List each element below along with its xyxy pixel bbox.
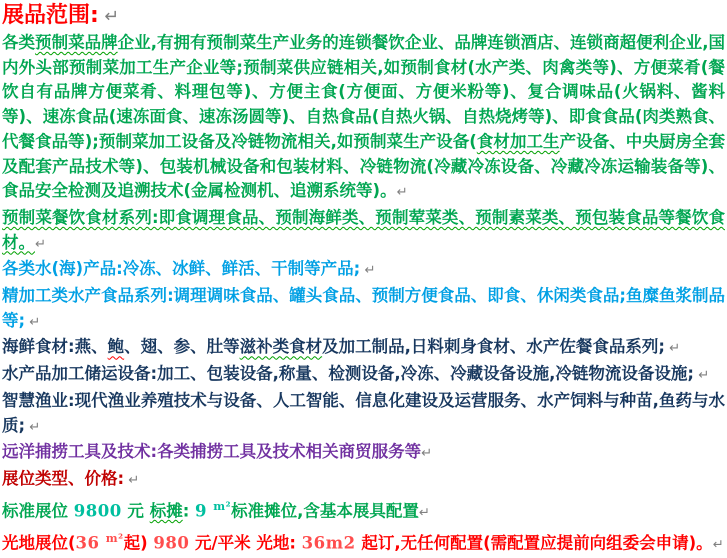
heading-booth-type-price (2, 467, 725, 494)
paragraph-mark: ↵ (35, 236, 47, 252)
text-segment: 起订,无任何配置(需配置应提前向组委会申请)。 (355, 533, 713, 553)
paragraph-standard-booth-price (2, 494, 725, 526)
text-segment: 展位类型、价格: (2, 468, 125, 488)
text-segment: 光地展位( (2, 533, 76, 553)
paragraph-smart-fishery (2, 389, 725, 440)
paragraph-mark: ↵ (360, 263, 376, 279)
paragraph-processing-storage-equipment (2, 362, 725, 389)
paragraph-mark: ↵ (664, 341, 681, 357)
paragraph-mark: ↵ (124, 472, 140, 488)
text-segment: 9 (195, 501, 214, 521)
paragraph-mark: ↵ (694, 368, 710, 384)
text-segment: 9800 (73, 501, 122, 521)
paragraph-catering-ingredients (2, 206, 725, 257)
paragraph-aquatic-products (2, 257, 725, 284)
paragraph-mark: ↵ (25, 419, 41, 435)
text-segment: 产设备、中央厨房全套及配套产品技术等)、包装机械设备和包装材料、冷链物流(冷藏冷冻设备、冷藏冷冻运输装备等)、食品安全检测及追溯技术(金属检测机、追溯系统等)。 (2, 131, 726, 201)
text-segment: 鲍 (107, 337, 125, 357)
text-segment: 元 (121, 501, 150, 521)
text-segment: 元/平米 光地: (189, 533, 302, 553)
text-segment: 标摊 (149, 501, 183, 521)
text-segment: 各类水(海)产品:冷冻、冰鲜、鲜活、干制等产品; (2, 259, 361, 279)
text-segment: 及加工制品,日料刺身食材、水产佐餐食品系列; (322, 337, 665, 357)
paragraph-mark: ↵ (421, 446, 433, 462)
text-segment: 企业,有拥有预制菜生产业务的连锁餐饮企业、品牌连锁酒店、连锁商超便利企业,国内外头部预制菜加工生产企业等;预制菜供应链相关,如预制食材(水产类、肉禽类等)、方便菜肴(餐饮自有品牌方便菜肴、料理包等)、方便主食(方便面、方便米粉等)、复合调味品(火锅料、酱料等)、速冻食品(速冻面食、速冻汤圆等)、自热食品(自热火锅、自热烧烤等)、即食食品(肉类熟食、代餐食品等);预制菜加工设备及冷链物流相关,如预制菜生产设备( (2, 33, 725, 151)
paragraph-processed-aquatic-food (2, 284, 725, 335)
text-segment: 36 (75, 533, 106, 553)
paragraph-mark: ↵ (98, 7, 120, 27)
paragraph-fishing-tools (2, 440, 725, 467)
text-segment: 标准摊位,含基本展具配置 (231, 501, 419, 521)
paragraph-prepared-food-scope (2, 31, 725, 206)
paragraph-mark: ↵ (396, 185, 408, 201)
text-segment: : (182, 501, 196, 521)
paragraph-mark: ↵ (25, 314, 41, 330)
text-segment: 智慧渔业:现代渔业养殖技术与设备、人工智能、信息化建设及运营服务、水产饲料与种苗,鱼药与水质; (2, 390, 725, 435)
heading-exhibit-scope (2, 2, 725, 31)
text-segment: 预制菜餐饮食材系列:即食调理食品、预制海鲜类、预制荤菜类、预制素菜类、预包装食品等餐饮食材。 (2, 207, 725, 252)
text-segment: 预制菜品牌 (35, 33, 118, 52)
text-segment: 各类 (2, 33, 36, 52)
text-segment: 980 (153, 533, 190, 553)
paragraph-mark: ↵ (712, 537, 724, 553)
text-segment: 、翅、参、肚等 (124, 337, 240, 357)
text-segment: 海鲜食材:燕、 (2, 337, 108, 357)
text-segment: m² (213, 498, 232, 513)
text-segment: 精加工类水产食品系列:调理调味食品、罐头食品、预制方便食品、即食、休闲类食品;鱼糜鱼浆制品等; (2, 286, 725, 330)
text-segment: m² (105, 530, 124, 545)
text-segment: 36m2 (301, 533, 356, 553)
text-segment: 水产品加工储运设备:加工、包装设备,称量、检测设备,冷冻、冷藏设备设施,冷链物流设备设施; (2, 364, 695, 384)
paragraph-mark: ↵ (418, 505, 430, 521)
text-segment: 标准展位 (2, 501, 74, 521)
text-segment: 远洋捕捞工具及技术:各类捕捞工具及技术相关商贸服务等 (2, 442, 422, 462)
paragraph-seafood-ingredients (2, 335, 725, 362)
text-segment: 滋补类食材 (239, 337, 323, 357)
document-body (2, 2, 725, 558)
text-segment: 起) (123, 533, 154, 553)
text-segment: 展品范围: (2, 3, 99, 28)
text-segment: 食材加工生 (476, 131, 560, 151)
paragraph-raw-space-price (2, 526, 725, 558)
